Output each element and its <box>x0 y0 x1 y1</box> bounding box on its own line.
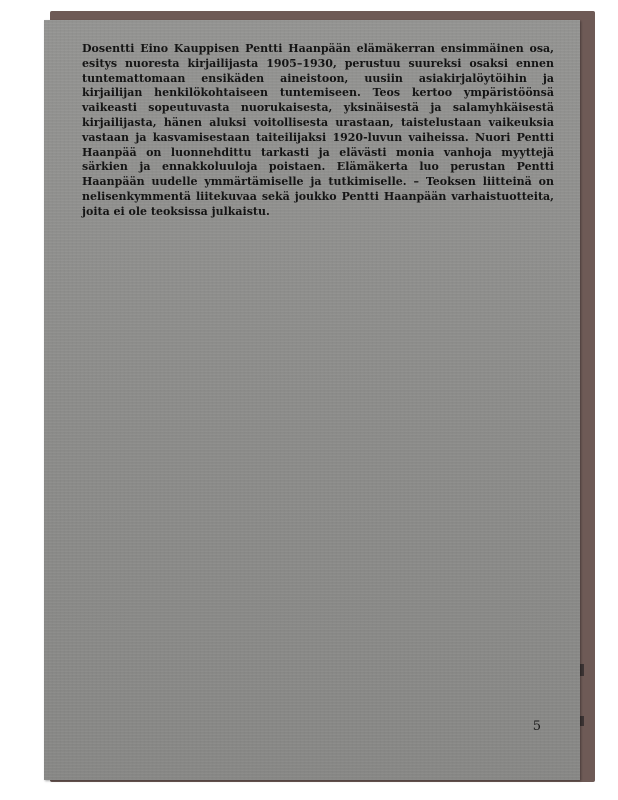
back-cover <box>44 20 580 780</box>
blurb-text: Dosentti Eino Kauppisen Pentti Haanpään elämäkerran ensimmäinen osa, esitys nuoresta kirjailijasta 1905–1930, perustuu suureksi osaksi ennen tuntemattomaan ensikäden aineistoon, uusiin asiakirjalöytöihin ja kirjailijan henkilökohtaiseen tuntemiseen. Teos kertoo ympäristöönsä vaikeasti sopeutuvasta nuorukaisesta, yksinäisestä ja salamyhkäisestä kirjailijasta, hänen aluksi voitollisesta urastaan, taistelustaan vaikeuksia vastaan ja kasvamisestaan taiteilijaksi 1920-luvun vaiheissa. Nuori Pentti Haanpää on luonnehdittu tarkasti ja elävästi monia vanhoja myyttejä särkien ja ennakkoluuloja poistaen. Elämäkerta luo perustan Pentti Haanpään uudelle ymmärtämiselle ja tutkimiselle. – Teoksen liitteinä on nelisenkymmentä liitekuvaa sekä joukko Pentti Haanpään varhaistuotteita, joita ei ole teoksissa julkaistu. <box>82 42 554 218</box>
page-number: 5 <box>532 719 541 734</box>
